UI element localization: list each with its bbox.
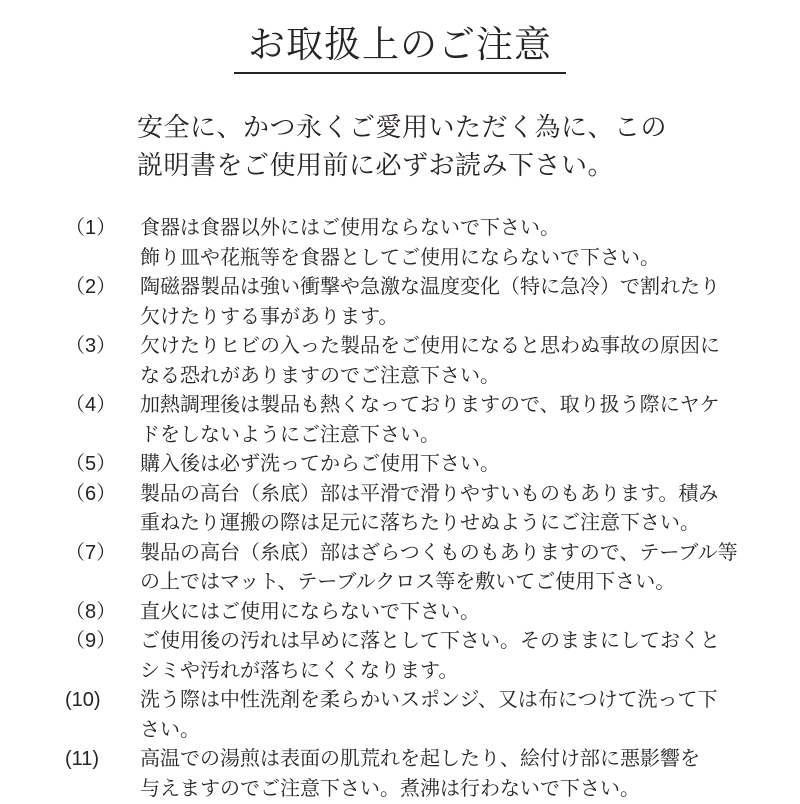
intro-line-2: 説明書をご使用前に必ずお読み下さい。 <box>137 150 615 180</box>
page-title: お取扱上のご注意 <box>234 14 566 74</box>
item-text: 食器は食器以外にはご使用ならないで下さい。 飾り皿や花瓶等を食器としてご使用にならないで下さい。 <box>140 217 660 269</box>
item-text: 製品の高台（糸底）部はざらつくものもありますので、テーブル等 の上ではマット、テーブルクロス等を敷いてご使用下さい。 <box>140 541 738 593</box>
item-number: （8） <box>65 600 117 623</box>
item-text: ご使用後の汚れは早めに落として下さい。そのままにしておくと シミや汚れが落ちにくくなります。 <box>140 630 720 682</box>
item-text: 陶磁器製品は強い衝撃や急激な温度変化（特に急冷）で割れたり 欠けたりする事があります。 <box>140 276 720 328</box>
item-number: （3） <box>65 335 117 357</box>
list-item-1 <box>0 214 800 273</box>
item-text: 高温での湯煎は表面の肌荒れを起したり、絵付け部に悪影響を 与えますのでご注意下さい。煮沸は行わないで下さい。 <box>140 748 700 800</box>
list-item-11 <box>0 745 800 804</box>
intro-paragraph <box>137 108 800 184</box>
item-number: (11) <box>65 748 100 770</box>
list-item-9 <box>0 627 800 686</box>
list-item-8 <box>0 598 800 628</box>
list-item-10 <box>0 686 800 745</box>
intro-line-1: 安全に、かつ永くご愛用いただく為に、この <box>137 112 668 142</box>
title-container <box>0 14 800 74</box>
notes-list <box>0 214 800 804</box>
list-item-4 <box>0 391 800 450</box>
item-number: (10) <box>65 689 101 711</box>
list-item-3 <box>0 332 800 391</box>
item-text: 洗う際は中性洗剤を柔らかいスポンジ、又は布につけて洗って下 さい。 <box>140 689 718 741</box>
list-item-7 <box>0 539 800 598</box>
item-number: （7） <box>65 541 117 564</box>
item-number: （6） <box>65 482 117 505</box>
item-number: （5） <box>65 453 117 475</box>
item-number: （1） <box>65 217 117 239</box>
list-item-6 <box>0 480 800 539</box>
item-text: 直火にはご使用にならないで下さい。 <box>140 600 480 623</box>
item-text: 購入後は必ず洗ってからご使用下さい。 <box>140 453 500 475</box>
item-text: 欠けたりヒビの入った製品をご使用になると思わぬ事故の原因に なる恐れがありますのでご注意下さい。 <box>140 335 720 387</box>
item-number: （9） <box>65 630 117 652</box>
item-number: （2） <box>65 276 117 298</box>
item-text: 製品の高台（糸底）部は平滑で滑りやすいものもあります。積み 重ねたり運搬の際は足元に落ちたりせぬようにご注意下さい。 <box>140 482 719 534</box>
list-item-5 <box>0 450 800 480</box>
item-text: 加熱調理後は製品も熱くなっておりますので、取り扱う際にヤケ ドをしないようにご注意下さい。 <box>140 394 720 446</box>
item-number: （4） <box>65 394 117 416</box>
list-item-2 <box>0 273 800 332</box>
